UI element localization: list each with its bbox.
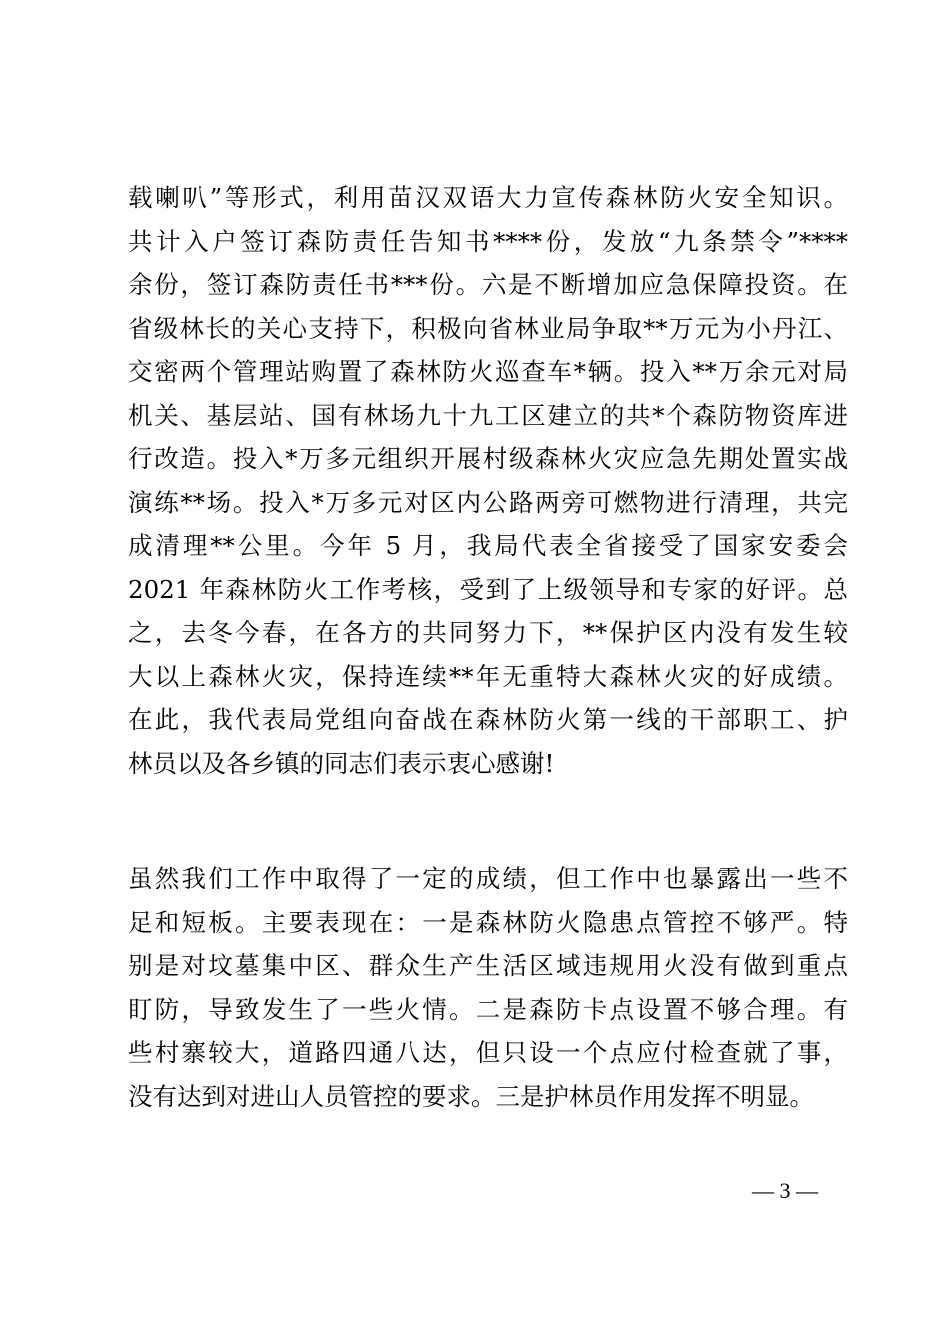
text-line: 别是对坟墓集中区、群众生产生活区域违规用火没有做到重点 xyxy=(128,951,848,980)
text-line: 在此，我代表局党组向奋战在森林防火第一线的干部职工、护 xyxy=(128,705,848,734)
text-line: 余份，签订森防责任书***份。六是不断增加应急保障投资。在 xyxy=(128,270,848,299)
text-line: 载喇叭”等形式，利用苗汉双语大力宣传森林防火安全知识。 xyxy=(128,183,848,212)
text-line: 之，去冬今春，在各方的共同努力下，**保护区内没有发生较 xyxy=(128,618,848,647)
text-line: 大以上森林火灾，保持连续**年无重特大森林火灾的好成绩。 xyxy=(128,661,848,691)
text-line: 没有达到对进山人员管控的要求。三是护林员作用发挥不明显。 xyxy=(128,1081,814,1111)
text-line: 2021 年森林防火工作考核，受到了上级领导和专家的好评。总 xyxy=(128,574,848,604)
text-line: 共计入户签订森防责任告知书****份，发放“九条禁令”**** xyxy=(128,226,848,256)
text-line: 机关、基层站、国有林场九十九工区建立的共*个森防物资库进 xyxy=(128,400,848,430)
body-paragraph-2 xyxy=(128,857,848,1118)
text-line: 演练**场。投入*万多元对区内公路两旁可燃物进行清理，共完 xyxy=(128,487,848,517)
text-line: 行改造。投入*万多元组织开展村级森林火灾应急先期处置实战 xyxy=(128,444,848,473)
text-line: 成清理**公里。今年 5 月，我局代表全省接受了国家安委会 xyxy=(128,531,848,560)
body-paragraph-1 xyxy=(128,176,848,785)
text-line: 盯防，导致发生了一些火情。二是森防卡点设置不够合理。有 xyxy=(128,994,848,1024)
text-line: 林员以及各乡镇的同志们表示衷心感谢! xyxy=(128,748,555,778)
page-number: — 3 — xyxy=(752,1178,818,1203)
text-line: 些村寨较大，道路四通八达，但只设一个点应付检查就了事， xyxy=(128,1038,848,1067)
text-line: 交密两个管理站购置了森林防火巡查车*辆。投入**万余元对局 xyxy=(128,357,848,386)
text-line: 足和短板。主要表现在：一是森林防火隐患点管控不够严。特 xyxy=(128,907,848,937)
text-line: 虽然我们工作中取得了一定的成绩，但工作中也暴露出一些不 xyxy=(128,864,848,893)
text-line: 省级林长的关心支持下，积极向省林业局争取**万元为小丹江、 xyxy=(128,313,848,343)
